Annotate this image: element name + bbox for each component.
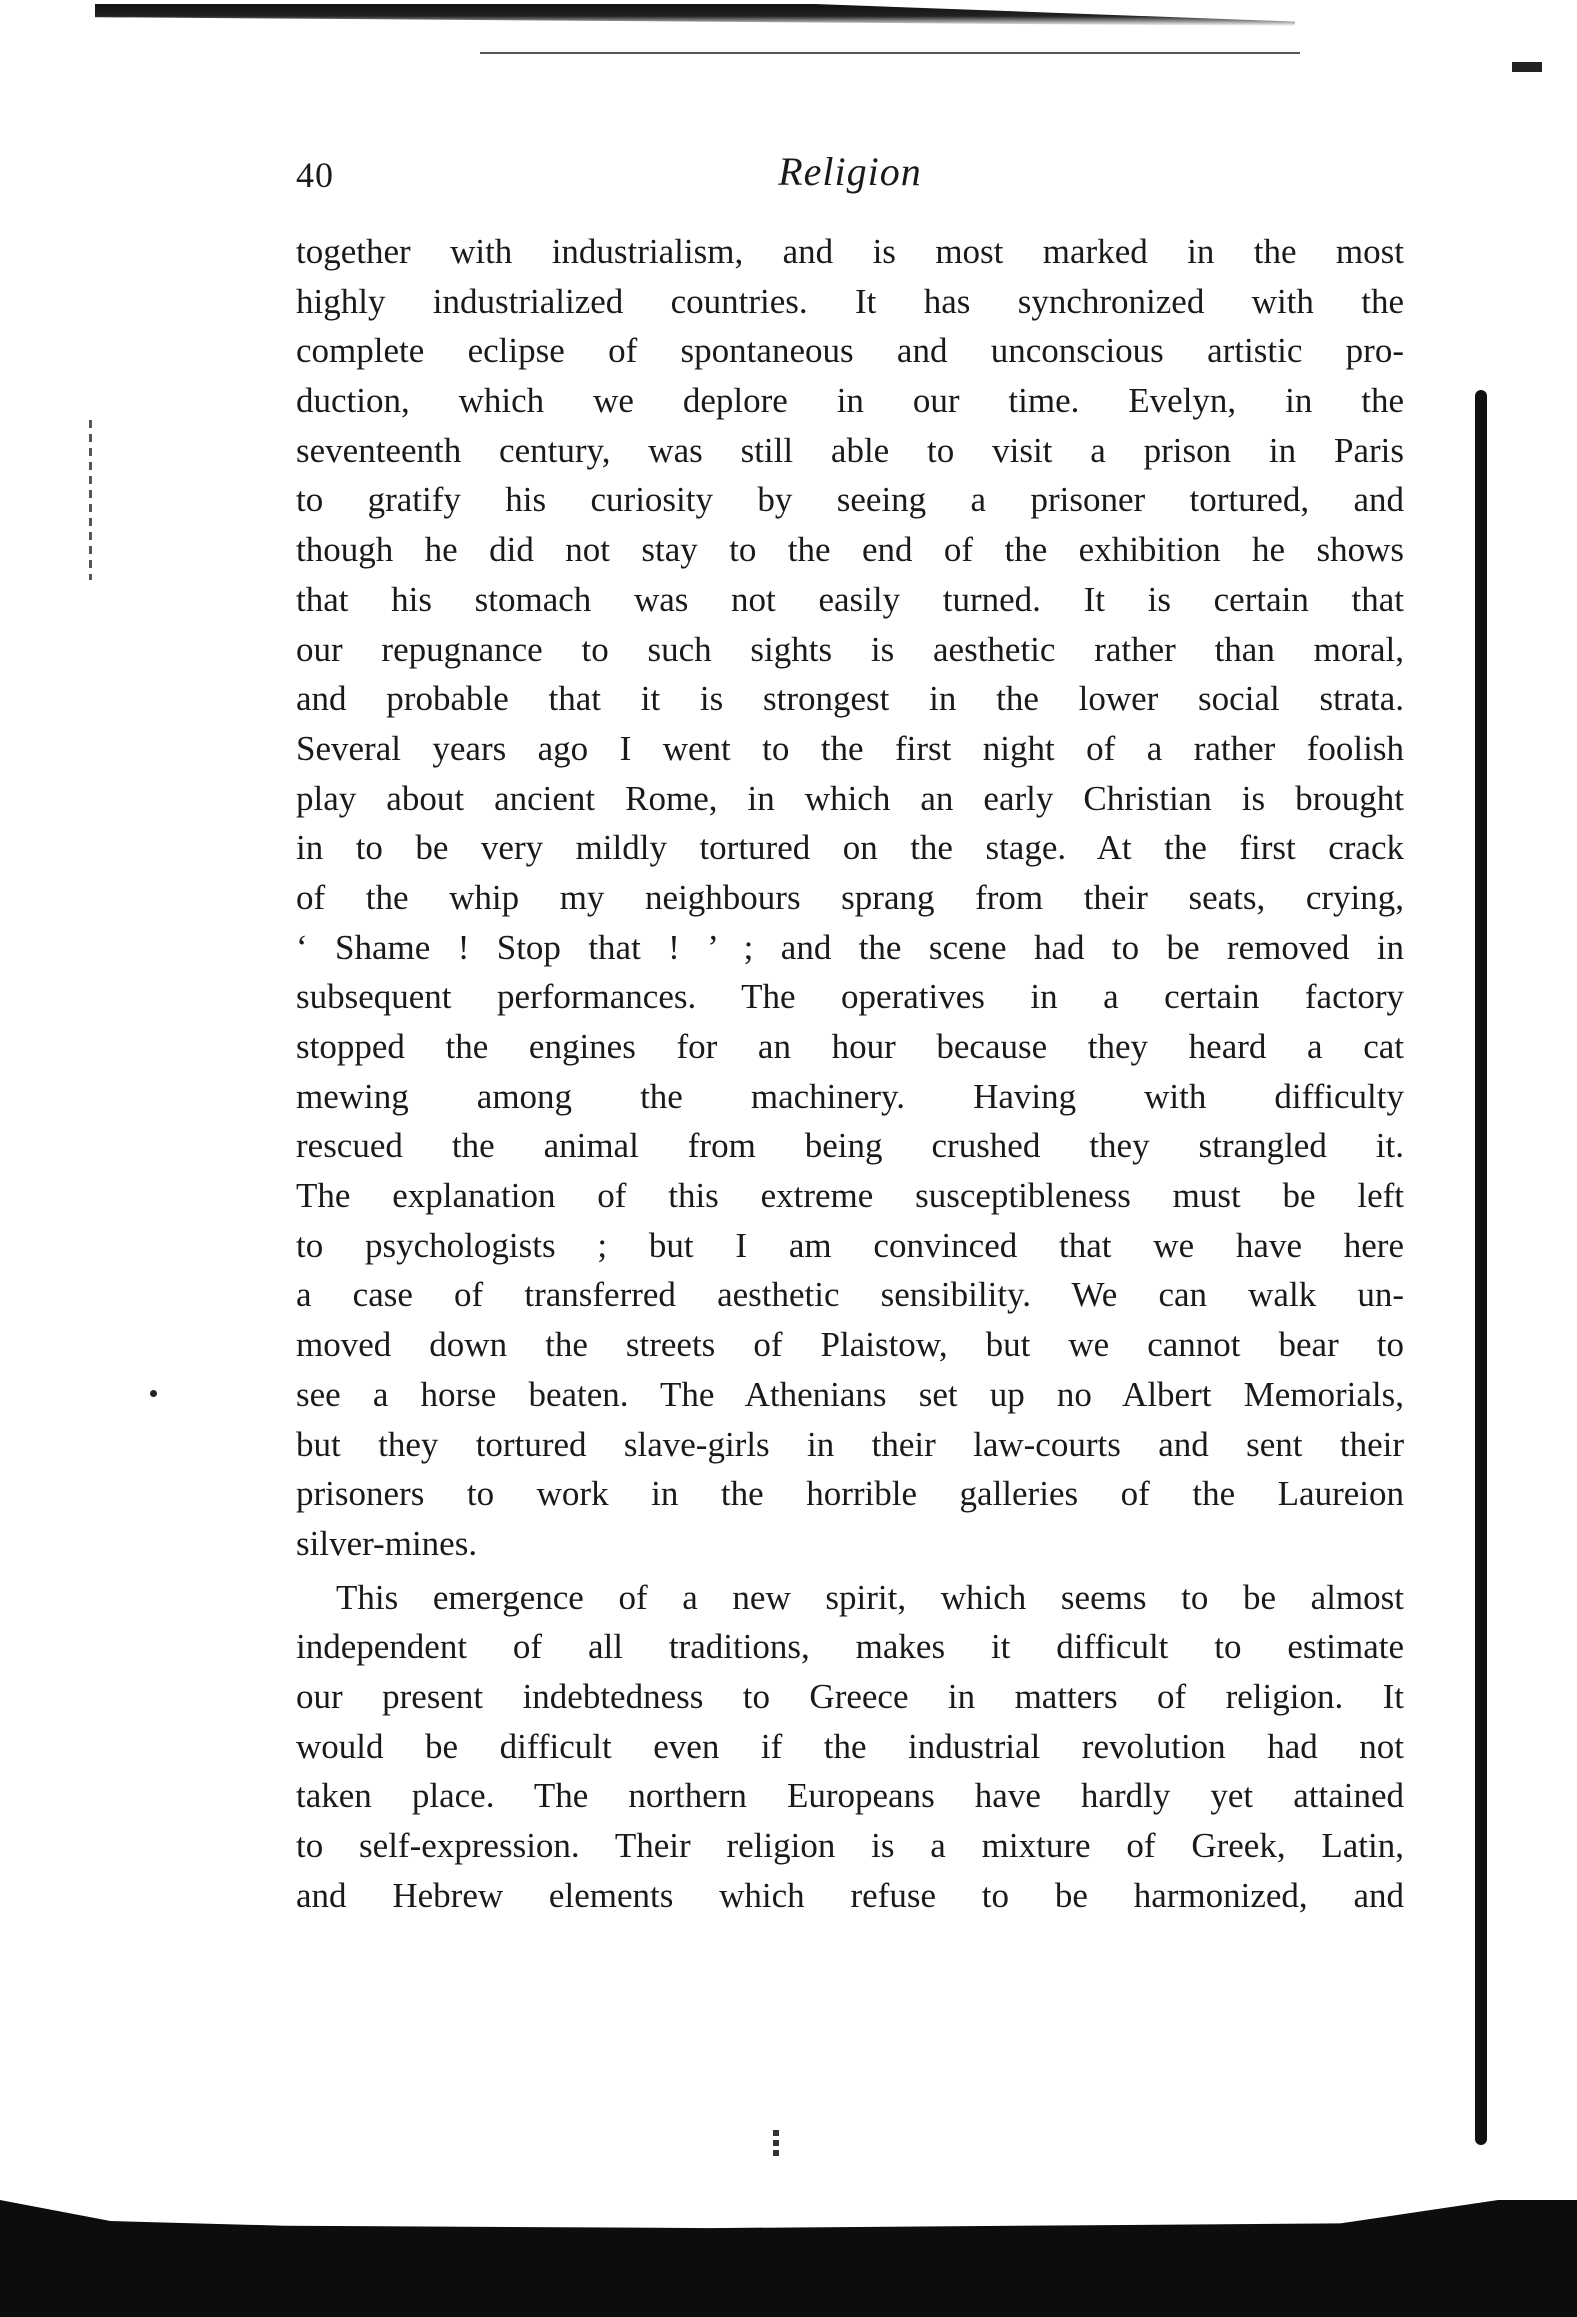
text-line: of the whip my neighbours sprang from their seats, crying, (296, 877, 1404, 917)
text-line: would be difficult even if the industrial revolution had not (296, 1726, 1404, 1766)
text-line: in to be very mildly tortured on the stage. At the first crack (296, 828, 1404, 868)
scan-edge-right (1475, 390, 1487, 2145)
text-line: and probable that it is strongest in the lower social strata. (296, 679, 1404, 719)
running-head: Religion (778, 149, 922, 194)
text-line: see a horse beaten. The Athenians set up no Albert Memorials, (296, 1374, 1404, 1414)
body-text (296, 227, 1404, 1920)
text-line: Several years ago I went to the first night of a rather foolish (296, 728, 1404, 768)
text-line: our present indebtedness to Greece in matters of religion. It (296, 1676, 1404, 1716)
text-line: seventeenth century, was still able to visit a prison in Paris (296, 430, 1404, 470)
text-line: This emergence of a new spirit, which seems to be almost (336, 1577, 1404, 1617)
scan-edge-bottom (0, 2200, 1577, 2317)
scan-speck-bottom (773, 2130, 779, 2160)
text-line: together with industrialism, and is most marked in the most (296, 232, 1404, 271)
scan-rule-top (480, 52, 1300, 54)
scan-edge-top (95, 4, 1295, 26)
text-line: rescued the animal from being crushed they strangled it. (296, 1126, 1404, 1166)
text-line: to self-expression. Their religion is a mixture of Greek, Latin, (296, 1826, 1404, 1865)
text-line: taken place. The northern Europeans have hardly yet attained (296, 1776, 1404, 1816)
text-line: a case of transferred aesthetic sensibility. We can walk un- (296, 1275, 1404, 1315)
paragraph-1 (296, 227, 1404, 1569)
scan-mark-top-right (1512, 62, 1542, 72)
text-line: mewing among the machinery. Having with difficulty (296, 1076, 1404, 1116)
text-line: that his stomach was not easily turned. It is certain that (296, 579, 1404, 619)
scan-mark-left (89, 420, 92, 580)
text-line: silver-mines. (296, 1523, 478, 1563)
text-line: to psychologists ; but I am convinced that we have here (296, 1225, 1404, 1265)
text-line: prisoners to work in the horrible galleries of the Laureion (296, 1474, 1404, 1514)
text-line: moved down the streets of Plaistow, but we cannot bear to (296, 1325, 1404, 1365)
text-line: subsequent performances. The operatives in a certain factory (296, 977, 1404, 1017)
text-line: our repugnance to such sights is aesthetic rather than moral, (296, 629, 1404, 669)
text-line: highly industrialized countries. It has synchronized with the (296, 281, 1404, 321)
text-line: stopped the engines for an hour because they heard a cat (296, 1027, 1404, 1066)
text-line: play about ancient Rome, in which an early Christian is brought (296, 778, 1404, 818)
page-number: 40 (296, 155, 334, 195)
text-line: duction, which we deplore in our time. Evelyn, in the (296, 381, 1404, 421)
text-line: but they tortured slave-girls in their law-courts and sent their (296, 1424, 1404, 1464)
page-header (296, 148, 1404, 208)
text-line: to gratify his curiosity by seeing a prisoner tortured, and (296, 480, 1404, 520)
text-line: and Hebrew elements which refuse to be harmonized, and (296, 1875, 1404, 1915)
paragraph-2 (296, 1573, 1404, 1921)
text-line: independent of all traditions, makes it difficult to estimate (296, 1627, 1404, 1667)
text-line: though he did not stay to the end of the exhibition he shows (296, 530, 1404, 570)
text-line: complete eclipse of spontaneous and unconscious artistic pro- (296, 331, 1404, 371)
text-line: ‘ Shame ! Stop that ! ’ ; and the scene had to be removed in (296, 927, 1404, 967)
text-line: The explanation of this extreme susceptibleness must be left (296, 1176, 1404, 1216)
scan-speck-left (150, 1390, 157, 1397)
